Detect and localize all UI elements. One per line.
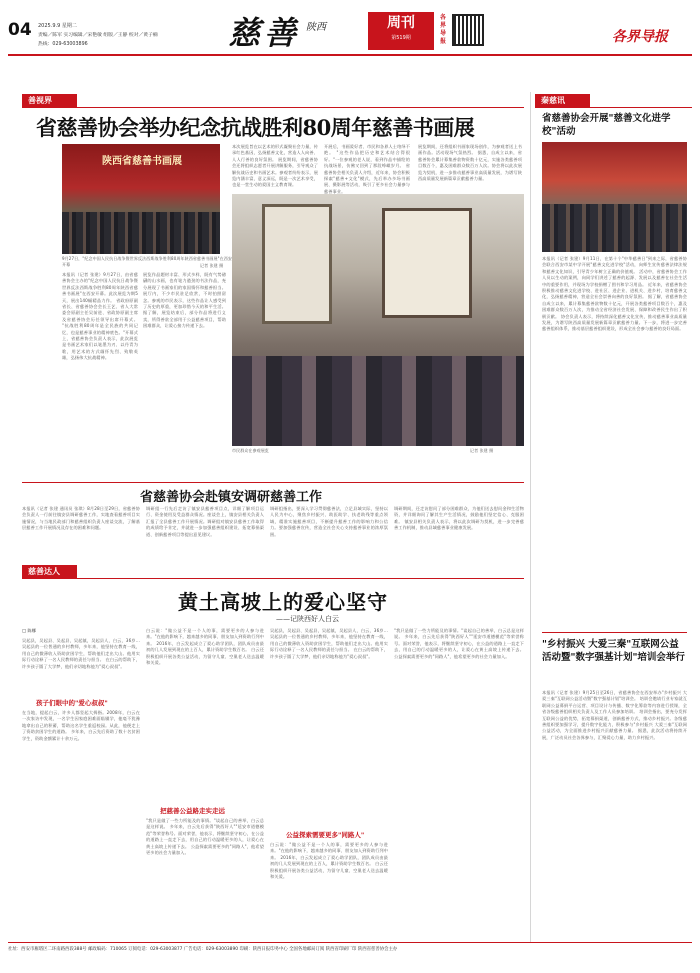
footer-rule <box>8 942 692 943</box>
exhibition-col4: 开展后，书画爱好者、市民和各界人士络绎不绝。 "这些作品把历史和艺术结合得很好。"一位参观的老人说，看到作品中描绘的抗战场景，仿佛又回到了那段峥嵘岁月。 省慈善协会相关负责人介绍，近年来，协会积极探索"慈善+文化"模式，先后举办多场书画展、摄影展等活动，吸引了更多社会力量参与慈善事业。 <box>324 144 410 194</box>
issue-date: 2025.9.9 星期二 <box>38 23 77 29</box>
mid-rule-top <box>22 482 524 483</box>
photo-artwork-left <box>262 204 332 324</box>
headline-baiyun: 黄土高坡上的爱心坚守 <box>178 590 388 614</box>
masthead-logo-sub: 陕西 <box>306 22 326 33</box>
headline-zhenan: 省慈善协会赴镇安调研慈善工作 <box>140 490 323 505</box>
zhenan-col1: 本报讯（记者 张建 通讯员 张琪）8月28日至29日，省慈善协会负责人一行前往镇安县调研慈善工作，实地查看慈善项目实施情况，与当地民政部门和慈善组织负责人座谈交流，了解基层慈善工作开展情况及存在的困难和问题。 <box>22 506 140 531</box>
training-body: 本报讯（记者 张建）9月25日至26日，省慈善协会在西安举办"乡村振兴 大爱三秦"互联网公益活动暨"数字强基计划"培训会。 培训会邀请行业专家就互联网公益募捐平台运营、项目设计与传播、数字化筹款等内容进行授课，全省各级慈善组织相关负责人及工作人员参加培训。 培训会指出，要充分发挥互联网公益的优势，拓宽募捐渠道，创新慈善方式，推动乡村振兴。各级慈善组织要加强学习，提升数字化能力，积极参与"乡村振兴 大爱三秦"互联网公益活动，为全面推进乡村振兴贡献慈善力量。 据悉，此次活动将持续开展，广泛动员社会各界参与，汇聚爱心力量，助力乡村振兴。 <box>542 690 687 740</box>
issue-number: 第519期 <box>391 35 411 41</box>
headline-exhibition: 省慈善协会举办纪念抗战胜利80周年慈善书画展 <box>36 115 475 140</box>
tag2-underline <box>22 578 524 579</box>
photo2-caption: 市民群众在参观展览 <box>232 448 269 453</box>
photo-school <box>542 142 687 252</box>
exhibition-col3: 本次展览旨在以艺术的形式凝聚社会力量，传承红色基因，弘扬慈善文化，营造人人向善、人人行善的良好氛围。 展览期间，省慈善协会还将组织志愿者开展讲解服务，引导观众了解抗战历史和书画艺术。参观者纷纷表示，展览内涵丰富，意义深远，既是一次艺术享受，也是一堂生动的爱国主义教育课。 <box>232 144 318 188</box>
right-mid-rule <box>542 632 687 633</box>
photo-artwork-right <box>382 208 472 318</box>
photo1-credit: 记者 张建 摄 <box>200 263 224 268</box>
header-rule <box>8 54 692 56</box>
section-tag-shanshijie: 善视界 <box>22 94 77 107</box>
subtitle-baiyun: ——记陕西好人白云 <box>276 615 339 623</box>
baiyun-col4: "我只是做了一些力所能及的事情。"谈起自己的善举，白云总是这样说。 多年来，白云先后获得"陕西好人""延安市道德模范"等荣誉称号。面对荣誉，他表示，将继续坚守初心，在公益的道路上一直走下去，用自己的行动温暖更多的人，让爱心在黄土高坡上传递下去。 公益探索需要更多的"同路人"，他希望更多的社会力量加入。 <box>394 628 524 659</box>
weekly-title: 周刊 <box>387 15 415 31</box>
qr-code <box>452 14 484 46</box>
photo-visitors <box>232 194 524 446</box>
photo1-caption: 9月27日，"纪念中国人民抗日战争暨世界反法西斯战争胜利80周年陕西省慈善书画展"在西安开幕 <box>62 256 232 267</box>
headline-training: "乡村振兴 大爱三秦"互联网公益活动暨"数字强基计划"培训会举行 <box>542 639 685 663</box>
section-name: 各界导报 <box>612 29 668 45</box>
side-text: 各界导报 <box>440 14 447 45</box>
subhead-gongyi: 把慈善公益路走实走远 <box>160 807 225 815</box>
baiyun-col3b: 白云说："做公益不是一个人的事，需要更多的人参与进来。"在他的影响下，越来越多的同事、朋友加入到资助行列中来。 2016年，白云发起成立了爱心助学团队，团队成员由最初的几人发展到现在的上百人，累计资助学生数百名。 白云还积极组织开展各类公益活动，为留守儿童、空巢老人送去温暖和关爱。 <box>270 842 388 880</box>
editors-line: 责编／陈军 实习编辑／宋艳敏 组版／王静 校对／黄子楠 <box>38 33 158 38</box>
subhead-tonglu: 公益探索需要更多"同路人" <box>286 831 365 839</box>
photo-crowd <box>62 212 220 254</box>
baiyun-col2: 白云说："做公益不是一个人的事，需要更多的人参与进来。"在他的影响下，越来越多的同事、朋友加入到资助行列中来。 2016年，白云发起成立了爱心助学团队，团队成员由最初的几人发展到现在的上百人，累计资助学生数百名。 白云还积极组织开展各类公益活动，为留守儿童、空巢老人送去温暖和关爱。 <box>146 628 264 666</box>
page-number: 04 <box>8 20 32 40</box>
baiyun-col1: 吴起县，吴起县、吴起县，吴起镇，吴起县人，白云，36岁…吴起县的一位普通的乡村教师，多年来，他坚持在教育一线，用自己的微薄收入资助贫困学生，帮助他们走出大山。他用实际行动诠释了一名人民教师的责任与担当。 在白云的帮助下，许多孩子圆了大学梦，他们亲切地称他为"爱心叔叔"。 <box>22 638 140 669</box>
masthead-logo: 慈善 <box>228 14 301 52</box>
baiyun-col1b: 在当地，提起白云，许多人都竖起大拇指。2008年，白云在一次家访中发现，一名学生因家庭困难面临辍学，他毫不犹豫地拿出自己的积蓄，帮助这名学生重返校园。从此，他便走上了资助贫困学生的道路。 多年来，白云先后资助了数十名贫困学生，资助金额累计十余万元。 <box>22 710 140 741</box>
tag3-underline <box>535 107 692 108</box>
photo-screen-text: 陕西省慈善书画展 <box>102 156 182 167</box>
right-divider <box>530 92 531 942</box>
photo-school-crowd <box>542 204 687 252</box>
school-body: 本报讯（记者 张建）9月11日，在第十个"中华慈善日"到来之际，省慈善协会联合西安市某中学开展"慈善文化进学校"活动，向师生宣传慈善法律法规和慈善文化知识，引导青少年树立正确的价值观。 活动中，省慈善协会工作人员以生动的案例，向同学们讲述了慈善的起源、发展以及慈善在社会生活中的重要作用，并现场为学校捐赠了图书和学习用品。 近年来，省慈善协会积极推动慈善文化进学校、进社区、进企业、进机关、进乡村，培育慈善文化，弘扬慈善精神，营造全社会崇善向善的良好氛围。 据了解，省慈善协会自成立以来，累计募集慈善款物数十亿元，开展各类慈善项目数百个，惠及困难群众数百万人次，为推动全省经济社会发展、保障和改善民生作出了积极贡献。 协会负责人表示，将持续深化慈善文化宣传，推动慈善事业高质量发展，为谱写陕西高质量发展新篇章贡献慈善力量。下一步，将进一步完善慈善组织体系，推动基层慈善组织建设，形成全社会参与慈善的良好局面。 <box>542 256 687 332</box>
subhead-aixin: 孩子们眼中的"爱心叔叔" <box>36 699 108 707</box>
section-tag-qincixun: 秦慈讯 <box>535 94 590 107</box>
baiyun-byline: □ 陈娜 <box>22 628 37 633</box>
exhibition-col5: 展览期间，还将组织书画家现场创作，为参观者送上书画作品。活动现场气氛热烈。 据悉，自成立以来，省慈善协会累计募集善款物资数十亿元，实施各类慈善项目数百个，惠及困难群众数百万人次。协会将以此次展览为契机，进一步推动慈善事业高质量发展，为谱写陕西高质量发展新篇章贡献慈善力量。 <box>418 144 522 182</box>
photo-people <box>232 356 524 446</box>
baiyun-col2b: "我只是做了一些力所能及的事情。"谈起自己的善举，白云总是这样说。 多年来，白云先后获得"陕西好人""延安市道德模范"等荣誉称号。面对荣誉，他表示，将继续坚守初心，在公益的道路上一直走下去，用自己的行动温暖更多的人，让爱心在黄土高坡上传递下去。 公益探索需要更多的"同路人"，他希望更多的社会力量加入。 <box>146 818 264 856</box>
zhenan-col2: 调研组一行先后走访了镇安县慈善项目点，详细了解项目运行、资金使用及受益群众情况。座谈会上，镇安县相关负责人汇报了全县慈善工作开展情况。调研组对镇安县慈善工作取得的成绩给予肯定，并就进一步加强慈善组织建设、拓宽募捐渠道、创新慈善项目等提出意见建议。 <box>146 506 264 537</box>
exhibition-col1: 本报讯（记者 张建）9月27日，由省慈善协会主办的"纪念中国人民抗日战争暨世界反法西斯战争胜利80周年陕西省慈善书画展"在西安开幕。此次展览为期5天，展出140幅精品力作。 省政府原副省长、省慈善协会会长王艺、省人大常委会原副主任吴前进、省政协原副主席及省慈善协会历任领导出席开幕式。 "抗战胜利80周年是全民族的共同记忆，也是慈善事业的精神底色。"开幕式上，省慈善协会负责人表示，此次展览是书画艺术家们以笔墨为刃、以丹青为歌，用艺术的方式缅怀先烈、致敬英雄，弘扬伟大抗战精神。 <box>62 272 138 361</box>
exhibition-col2: 展览作品题材丰富、形式多样，既有气势磅礴的山水画，也有笔力遒劲的书法作品，充分展现了书画家们的家国情怀和慈善担当。展厅内，不少市民驻足欣赏，不时拍照留念。参观的市民表示，这些作品让人感受到了历史的厚重，更加珍惜今天的和平生活。 据了解，展览结束后，部分作品将进行义卖，所得善款全部用于公益慈善项目，帮助困难群众，让爱心接力传递下去。 <box>143 272 226 329</box>
baiyun-col3: 吴起县，吴起县、吴起县，吴起镇，吴起县人，白云，36岁…吴起县的一位普通的乡村教师，多年来，他坚持在教育一线，用自己的微薄收入资助贫困学生，帮助他们走出大山。他用实际行动诠释了一名人民教师的责任与担当。 在白云的帮助下，许多孩子圆了大学梦，他们亲切地称他为"爱心叔叔"。 <box>270 628 388 659</box>
zhenan-col3: 调研组指出，要深入学习贯彻慈善法，立足县域实际，坚持以人民为中心，聚焦乡村振兴、助医助学、扶老助残等重点领域，精准实施慈善项目，不断提升慈善工作的影响力和公信力。要加强慈善宣传，营造全社会关心支持慈善事业的浓厚氛围。 <box>270 506 388 537</box>
photo-opening-ceremony <box>62 144 220 254</box>
headline-school: 省慈善协会开展"慈善文化进学校"活动 <box>542 113 671 137</box>
footer-info: 社址：西安市雁塔区二环南路西段388号 邮政编码：710065 订阅电话：029-63003877 广告电话：029-63003890 印刷：陕西日报印务中心 全国各地邮局订阅 陕西省印刷厂印 陕西省慈善协会主办 <box>8 947 398 952</box>
weekly-badge <box>368 12 434 50</box>
hotline: 热线：029-63003896 <box>38 42 88 47</box>
tag-underline <box>22 107 524 108</box>
zhenan-col4: 调研期间，还走访慰问了部分困难群众，为他们送去慰问金和生活物资，并详细询问了解其生产生活情况，鼓励他们坚定信心、克服困难。 镇安县相关负责人表示，将以此次调研为契机，进一步完善慈善工作机制，推动县域慈善事业健康发展。 <box>394 506 524 531</box>
section-tag-cishandaren: 慈善达人 <box>22 565 77 578</box>
photo2-credit: 记者 张建 摄 <box>470 448 494 453</box>
